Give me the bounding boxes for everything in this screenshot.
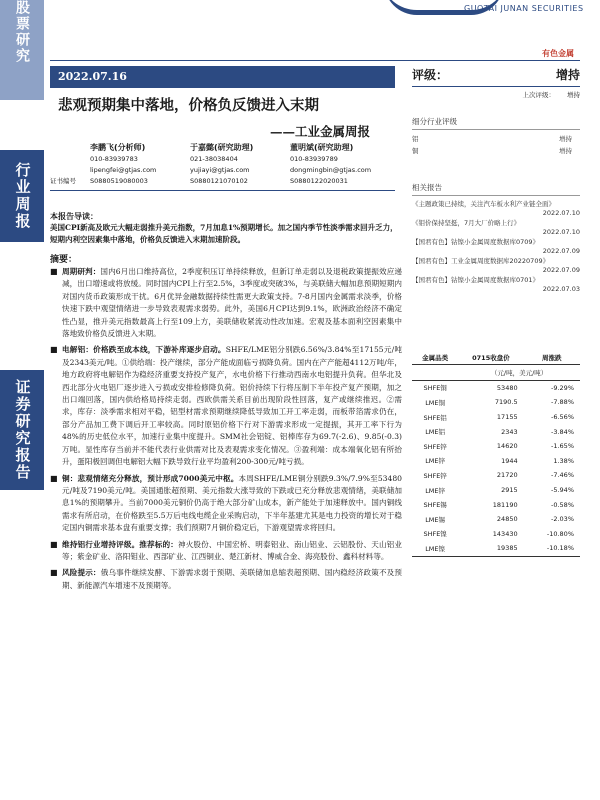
sub-rating-name: 铝 <box>412 135 419 143</box>
table-cell-price: 2915 <box>501 486 518 495</box>
table-cell-price: 2343 <box>501 427 518 436</box>
analyst-email[interactable]: dongmingbin@gtjas.com <box>290 165 372 174</box>
sector-label: 有色金属 <box>542 48 574 58</box>
sub-ratings-title: 细分行业评级 <box>412 116 580 130</box>
guide-text: 美国CPI新高及欧元大幅走弱推升美元指数，7月加息1%预期增长。加之国内季节性淡季需求回升乏力，短期内利空因素集中落地，价格负反馈进入末期加速阶段。 <box>50 223 398 244</box>
sub-rating-item <box>412 134 580 146</box>
abstract-heading: 摘要： <box>50 255 78 265</box>
table-header: 0715收盘价 <box>458 350 523 365</box>
report-link[interactable] <box>412 200 580 218</box>
table-row <box>412 468 580 483</box>
table-row <box>412 439 580 454</box>
analyst-phone: 021-38038404 <box>190 154 238 163</box>
table-cell-name: SHFE锌 <box>423 442 447 451</box>
sidebar-block-weekly: 行业周报 <box>0 150 44 242</box>
bullet-heading: 铜：悲观情绪充分释放，预计形成7000美元中枢。 <box>62 473 239 483</box>
table-cell-price: 53480 <box>496 383 518 392</box>
table-cell-price: 181190 <box>492 500 518 509</box>
header-divider <box>50 60 580 61</box>
report-link-text[interactable]: 《主题政策已持续，关注汽车板水利产业链全面》 <box>412 200 555 208</box>
table-cell-price: 14620 <box>496 442 518 451</box>
bullet-text: 本周SHFE/LME铜分别跌9.3%/7.9%至53480元/吨及7190美元/吨。美国通胀超预期、美元指数大涨导致的下跌或已充分释放悲观情绪，美联储加息1%的预期攀升。当前7000美元铜价仍高于绝大部分矿山成本，新产能处于加速释放中。国内铜线需求有所启动，在价格跌至5.5万后电线电缆企业采购启动，下半年基建尤其是电力投资的增长对于稳定国内铜需求基本盘有重要支撑；我们预期7月铜价稳定后，下游观望需求将回归。 <box>62 473 403 533</box>
table-cell-name: LME镍 <box>412 541 458 556</box>
sidebar <box>0 0 44 800</box>
table-unit: （元/吨，美元/吨） <box>458 365 580 381</box>
table-cell-chg: -7.46% <box>551 471 574 480</box>
table-cell-price: 21720 <box>496 471 518 480</box>
sub-rating-value: 增持 <box>559 147 572 155</box>
related-reports <box>412 182 580 295</box>
analyst-name: 李鹏飞(分析师) <box>90 143 146 152</box>
rating-value: 增持 <box>555 68 580 82</box>
bullet-heading: 维持铝行业增持评级。推荐标的： <box>62 539 178 549</box>
table-cell-price: 24850 <box>496 515 518 524</box>
report-date: 2022.07.16 <box>50 66 395 88</box>
table-row <box>412 380 580 395</box>
analyst-cert-row <box>50 175 395 186</box>
bullet-aluminum <box>50 344 402 468</box>
bullet-text: SHFE/LME铝分别跌6.56%/3.84%至17155元/吨及2343美元/吨。①供给端：投产继续，部分产能成面临亏损降负荷。国内在产产能超4112万吨/年，地方政府将电解铝作为稳经济重要支持投产复产，水电价格下行推动西南水电铝提升负荷。但华北及西北部分火电铝厂逐步进入亏损或安排检修降负荷。铝价持续下行将压制下半年投产复产预期，加之出口端回落，国内供给格局持续走弱。西欧供需关系目前出现阶段性回落，复产或继续推迟。②需求，库存：淡季需求相对平稳，铝型材需求预期继续降低导致加工开工率走弱，而板带箔需求仍在，部分产品加工费下调后开工率较高。同时原铝价格下行对下游需求形成一定提振，其开工率下行为48%的历史低位水平，加速行业集中度提升。SMM社会铝锭、铝棒库存为69.7(-2.6)、9.85(-0.3)万吨。显性库存当前并不能代表行业供需对比及表观需求变化情况。③盈利端：成本端氧化铝有所抬升，蛋阳极回调但电解铝大幅下跌导致行业平均盈利200-300元/吨亏损。 <box>62 345 402 467</box>
report-link-date: 2022.07.10 <box>542 209 580 217</box>
cert-label: 证书编号 <box>50 177 76 185</box>
report-link[interactable] <box>412 257 580 275</box>
analyst-email-row <box>50 164 395 175</box>
analyst-phone-row <box>50 153 395 164</box>
table-row <box>412 497 580 512</box>
table-header: 金属品类 <box>412 350 458 365</box>
table-cell-name: SHFE锡 <box>423 501 447 510</box>
analyst-phone: 010-83939783 <box>90 154 138 163</box>
report-link-text[interactable]: 【国君有色】钴镍小金属周度数据库0701》 <box>412 276 540 284</box>
analysts-block <box>50 142 395 191</box>
report-link-text[interactable]: 【国君有色】工业金属周度数据库20220709》 <box>412 257 550 265</box>
analysts-divider <box>50 190 395 191</box>
table-row <box>412 541 580 556</box>
sub-rating-name: 铜 <box>412 147 419 155</box>
analyst-cert: S0880519080003 <box>90 176 148 185</box>
header <box>44 0 600 46</box>
analyst-email[interactable]: lipengfei@gtjas.com <box>90 165 157 174</box>
table-cell-price: 19385 <box>458 541 523 556</box>
analyst-cert: S0880121070102 <box>190 176 248 185</box>
analyst-name: 董明斌(研究助理) <box>290 143 354 152</box>
table-cell-name: SHFE铜 <box>423 384 447 393</box>
report-link-date: 2022.07.10 <box>542 228 580 236</box>
sidebar-block-research: 证券研究报告 <box>0 370 44 490</box>
table-row <box>412 424 580 439</box>
table-cell-name: SHFE铝 <box>423 413 447 422</box>
report-link[interactable] <box>412 238 580 256</box>
analyst-name: 于嘉懿(研究助理) <box>190 143 254 152</box>
bullet-text: 神火股份、中国宏桥、明泰铝业、南山铝业、云铝股份、天山铝业等；紫金矿业、洛阳钼业、西部矿业、江西铜业、楚江新材、博威合金、海亮股份、鑫科材料等。 <box>62 539 403 561</box>
prev-rating-row <box>412 90 580 99</box>
table-cell-name: LME铝 <box>425 428 446 437</box>
table-cell-chg: -3.84% <box>551 427 574 436</box>
table-row <box>412 527 580 542</box>
table-cell-price: 143430 <box>492 529 518 538</box>
report-title: 悲观预期集中落地，价格负反馈进入末期 <box>58 97 319 114</box>
bullet-cycle <box>50 266 402 340</box>
sub-ratings <box>412 116 580 158</box>
abstract-bullets <box>50 266 402 596</box>
bullet-heading: 风险提示： <box>62 568 101 578</box>
table-cell-chg: -6.56% <box>551 413 574 422</box>
report-link-text[interactable]: 《钼价保持坚挺，7月大厂价略上行》 <box>412 219 521 227</box>
related-reports-title: 相关报告 <box>412 182 580 196</box>
table-cell-chg: -10.18% <box>524 541 580 556</box>
rating-box <box>412 66 580 99</box>
table-cell-name: LME铜 <box>425 398 446 407</box>
report-link-date: 2022.07.09 <box>542 247 580 255</box>
table-cell-name: LME锌 <box>425 457 446 466</box>
report-link-date: 2022.07.09 <box>542 266 580 274</box>
bullet-copper <box>50 473 402 535</box>
sub-rating-item <box>412 146 580 158</box>
rating-row <box>412 66 580 87</box>
table-cell-chg: 1.38% <box>553 456 574 465</box>
table-cell-chg: -7.88% <box>551 398 574 407</box>
logo-text: GUOTAI JUNAN SECURITIES <box>464 4 584 13</box>
table-unit-row <box>412 365 580 381</box>
price-table <box>412 350 580 557</box>
table-cell-chg: -0.58% <box>551 500 574 509</box>
prev-rating-label: 上次评级： <box>522 91 555 99</box>
table-cell-chg: -5.94% <box>551 486 574 495</box>
table-cell-price: 17155 <box>496 413 518 422</box>
bullet-text: 俄乌事件继续发酵、下游需求弱于预期、美联储加息缩表超预期、国内稳经济政策不及预期、新能源汽车增速不及预期等。 <box>62 568 402 590</box>
bullet-heading: 电解铝：价格跌至成本线，下游补库逐步启动。 <box>62 345 226 355</box>
bullet-text: 国内6月出口维持高位，2季度积压订单持续释放，但新订单走弱以及退税政策提振效应递减，出口增速或将放缓。同时国内CPI上行至2.5%，3季度或突破3%，与美联储大幅加息预期短期内对国内货币政策形成干扰。6月优异金融数据持续性需更大政策支持。7-8月国内金属需求淡季，价格快速下跌中观望情绪进一步导致表观需求弱势。此外，美国6月CPI达到9.1%，欧洲政治经济不确定性凸显，推升美元指数最高上行至109上方，美联储收紧流动性改加速。宏观及基本面利空因素集中落地致价格负反馈进入末期。 <box>62 267 402 339</box>
report-guide <box>50 210 400 246</box>
rating-label: 评级： <box>412 68 449 82</box>
sub-rating-value: 增持 <box>559 135 572 143</box>
table-cell-name: LME锡 <box>425 515 446 524</box>
sidebar-top <box>0 0 44 100</box>
table-cell-price: 7190.5 <box>494 398 518 407</box>
bullet-heading: 周期研判： <box>62 267 101 276</box>
report-link-text[interactable]: 【国君有色】钴镍小金属周度数据库0709》 <box>412 238 540 246</box>
table-header-row <box>412 350 580 365</box>
price-table-body <box>412 380 580 556</box>
table-cell-name: SHFE镍 <box>423 530 447 539</box>
report-link[interactable] <box>412 219 580 237</box>
table-cell-chg: -1.65% <box>551 442 574 451</box>
analyst-phone: 010-83939789 <box>290 154 338 163</box>
guide-heading: 本报告导读： <box>50 211 98 221</box>
analyst-cert: S0880122020031 <box>290 176 348 185</box>
table-row <box>412 410 580 425</box>
table-cell-chg: -10.80% <box>546 529 574 538</box>
bullet-recommend <box>50 539 402 564</box>
report-link[interactable] <box>412 276 580 294</box>
table-row <box>412 395 580 410</box>
bullet-risk <box>50 567 402 592</box>
table-row <box>412 454 580 469</box>
analyst-email[interactable]: yujiayi@gtjas.com <box>190 165 250 174</box>
report-link-date: 2022.07.03 <box>542 285 580 293</box>
table-row <box>412 483 580 498</box>
table-cell-chg: -9.29% <box>551 383 574 392</box>
table-cell-name: SHFE锌 <box>423 471 447 480</box>
table-cell-chg: -2.03% <box>551 515 574 524</box>
report-subtitle: ——工业金属周报 <box>270 124 371 139</box>
table-row <box>412 512 580 527</box>
table-cell-name: LME锌 <box>425 486 446 495</box>
table-header: 周涨跌 <box>524 350 580 365</box>
analyst-name-row <box>50 142 395 153</box>
table-cell-price: 1944 <box>501 456 518 465</box>
prev-rating-value: 增持 <box>567 91 580 99</box>
sidebar-top-text: 股票研究 <box>14 0 30 64</box>
